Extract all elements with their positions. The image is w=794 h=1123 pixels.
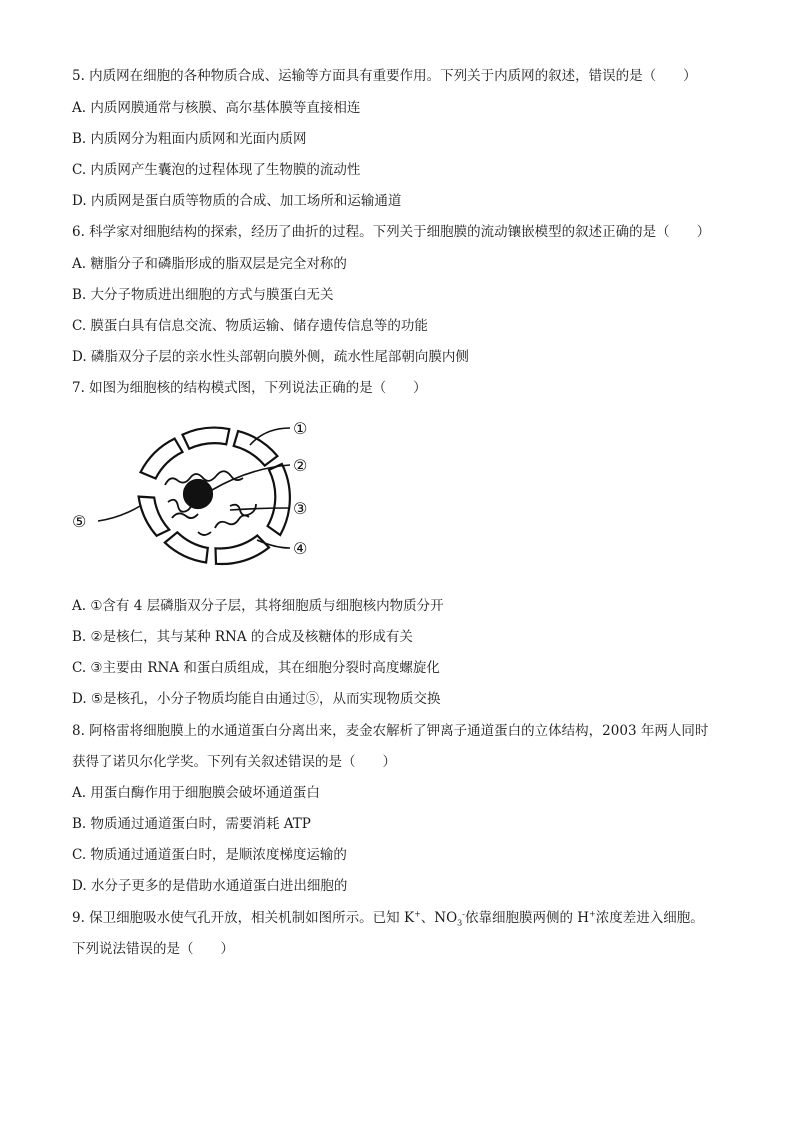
q7-stem: 7. 如图为细胞核的结构模式图，下列说法正确的是（ ） — [72, 380, 427, 396]
q9-sup-no3: - — [462, 909, 465, 919]
q5-option-b: B. 内质网分为粗面内质网和光面内质网 — [72, 131, 307, 147]
q9-sup-k: + — [414, 909, 421, 919]
q9-sub-3: 3 — [457, 918, 463, 928]
q8-option-b: B. 物质通过通道蛋白时，需要消耗 ATP — [72, 816, 311, 832]
label-4: ④ — [293, 539, 308, 558]
q7-option-b: B. ②是核仁，其与某种 RNA 的合成及核糖体的形成有关 — [72, 629, 413, 645]
q8-stem-line2: 获得了诺贝尔化学奖。下列有关叙述错误的是（ ） — [72, 754, 396, 770]
chromatin — [165, 471, 256, 535]
label-3: ③ — [293, 499, 308, 518]
nucleus-diagram — [70, 410, 330, 585]
label-5: ⑤ — [72, 512, 87, 531]
q9-sep: 、NO — [420, 910, 458, 926]
q9-stem-line1 — [72, 909, 704, 927]
nucleolus — [184, 480, 212, 508]
q6-option-d: D. 磷脂双分子层的亲水性头部朝向膜外侧，疏水性尾部朝向膜内侧 — [72, 349, 469, 365]
q5-stem: 5. 内质网在细胞的各种物质合成、运输等方面具有重要作用。下列关于内质网的叙述，错误的是（ ） — [72, 68, 697, 84]
q8-stem-line1: 8. 阿格雷将细胞膜上的水通道蛋白分离出来，麦金农解析了钾离子通道蛋白的立体结构，2003 年两人同时 — [72, 723, 709, 739]
label-2: ② — [293, 456, 308, 475]
q8-option-a: A. 用蛋白酶作用于细胞膜会破坏通道蛋白 — [72, 785, 320, 801]
q7-option-c: C. ③主要由 RNA 和蛋白质组成，其在细胞分裂时高度螺旋化 — [72, 660, 440, 676]
q9-text-3: 浓度差进入细胞。 — [595, 910, 704, 926]
q6-stem: 6. 科学家对细胞结构的探索，经历了曲折的过程。下列关于细胞膜的流动镶嵌模型的叙述正确的是（ ） — [72, 224, 711, 240]
q8-option-d: D. 水分子更多的是借助水通道蛋白进出细胞的 — [72, 878, 348, 894]
q5-option-c: C. 内质网产生囊泡的过程体现了生物膜的流动性 — [72, 162, 361, 178]
q9-stem-line2: 下列说法错误的是（ ） — [72, 941, 234, 957]
q9-text-1: 9. 保卫细胞吸水使气孔开放，相关机制如图所示。已知 K — [72, 910, 415, 926]
q5-option-d: D. 内质网是蛋白质等物质的合成、加工场所和运输通道 — [72, 193, 402, 209]
q9-sup-h: + — [589, 909, 596, 919]
q6-option-b: B. 大分子物质进出细胞的方式与膜蛋白无关 — [72, 287, 334, 303]
q5-option-a: A. 内质网膜通常与核膜、高尔基体膜等直接相连 — [72, 100, 361, 116]
q9-text-2: 依靠细胞膜两侧的 H — [464, 910, 590, 926]
q6-option-a: A. 糖脂分子和磷脂形成的脂双层是完全对称的 — [72, 256, 347, 272]
q7-option-d: D. ⑤是核孔，小分子物质均能自由通过⑤，从而实现物质交换 — [72, 691, 441, 707]
q6-option-c: C. 膜蛋白具有信息交流、物质运输、储存遗传信息等的功能 — [72, 318, 428, 334]
q7-option-a: A. ①含有 4 层磷脂双分子层，其将细胞质与细胞核内物质分开 — [72, 598, 444, 614]
label-1: ① — [293, 419, 308, 438]
q8-option-c: C. 物质通过通道蛋白时，是顺浓度梯度运输的 — [72, 847, 347, 863]
